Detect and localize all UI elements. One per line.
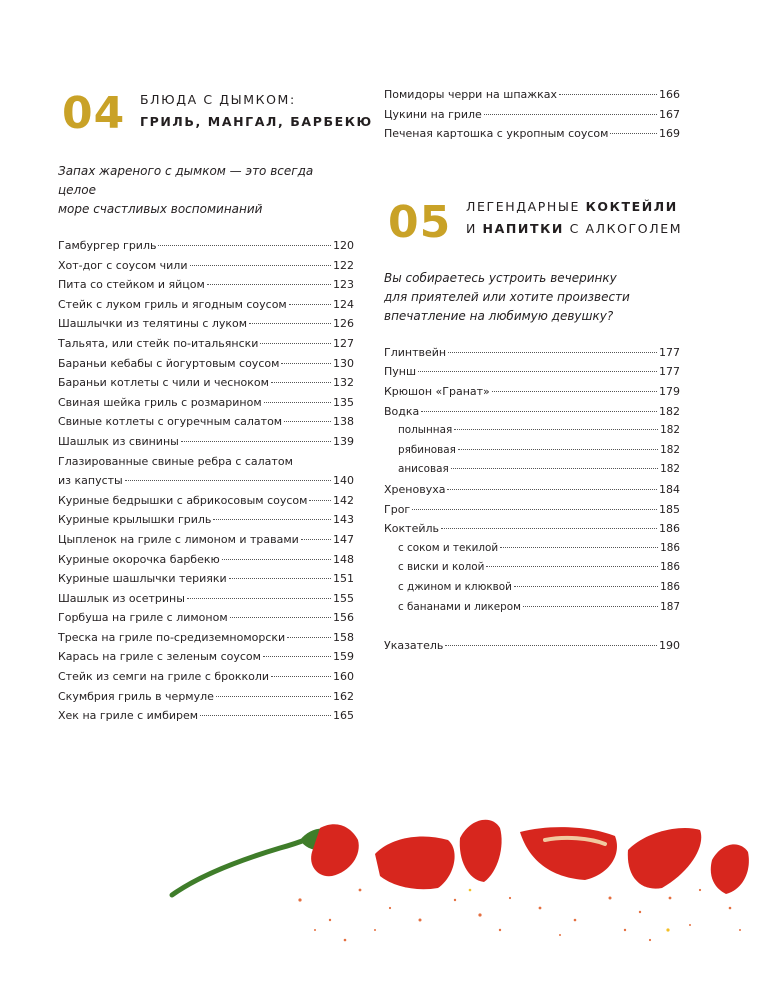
section-05-header [384, 193, 683, 248]
toc-entry-page: 132 [333, 376, 354, 390]
toc-entry-page: 159 [333, 650, 354, 664]
section-04-intro-line: море счастливых воспоминаний [58, 202, 263, 216]
toc-entry[interactable] [384, 346, 680, 366]
toc-leader-dots [222, 559, 331, 560]
toc-entry-page: 186 [660, 561, 680, 574]
toc-entry-title: Глазированные свиные ребра с салатом [58, 454, 293, 468]
toc-entry[interactable] [58, 709, 354, 729]
toc-leader-dots [610, 133, 657, 134]
toc-entry-page: 186 [660, 580, 680, 593]
toc-entry[interactable] [58, 259, 354, 279]
index-toc [384, 639, 680, 659]
toc-leader-dots [207, 284, 331, 285]
toc-leader-dots [486, 566, 658, 567]
toc-entry[interactable] [384, 483, 680, 503]
toc-entry-title: Скумбрия гриль в чермуле [58, 689, 214, 703]
toc-entry-page: 184 [659, 482, 680, 496]
toc-entry-title: анисовая [398, 463, 449, 476]
spice-flakes [298, 889, 741, 942]
toc-entry-page: 155 [333, 591, 354, 605]
toc-entry[interactable] [58, 278, 354, 298]
toc-entry-title: Пита со стейком и яйцом [58, 278, 205, 292]
toc-entry[interactable] [58, 513, 354, 533]
toc-entry[interactable] [58, 553, 354, 573]
toc-entry-title: Бараньи кебабы с йогуртовым соусом [58, 356, 280, 370]
toc-entry-page: 120 [333, 239, 354, 252]
toc-entry[interactable] [58, 631, 354, 651]
toc-entry-title: Куриные шашлычки терияки [58, 572, 227, 586]
toc-entry-page: 139 [333, 434, 354, 448]
toc-leader-dots [454, 429, 658, 430]
toc-entry-title: с виски и колой [398, 561, 485, 574]
toc-leader-dots [263, 656, 331, 657]
toc-entry-page: 148 [333, 552, 354, 566]
toc-leader-dots [216, 696, 331, 697]
toc-entry[interactable] [58, 592, 354, 612]
toc-entry-title: Хреновуха [384, 482, 446, 496]
toc-leader-dots [190, 265, 332, 266]
section-04-header [58, 88, 373, 139]
toc-leader-dots [559, 94, 657, 95]
toc-entry-title: Коктейль [384, 522, 440, 536]
section-05-title-line1 [466, 199, 678, 214]
section-04-intro-line: Запах жареного с дымком — это всегда целое [58, 164, 314, 197]
toc-entry-page: 167 [659, 107, 680, 121]
toc-leader-dots [158, 245, 331, 246]
toc-entry[interactable] [58, 396, 354, 416]
toc-entry-page: 162 [333, 689, 354, 703]
section-04-toc-continued [384, 88, 680, 147]
toc-entry-title: Карась на гриле с зеленым соусом [58, 650, 261, 664]
toc-entry-page: 177 [659, 365, 680, 379]
toc-entry-title: Горбуша на гриле с лимоном [58, 611, 228, 625]
toc-entry[interactable] [58, 611, 354, 631]
toc-entry-title: Грог [384, 502, 411, 516]
toc-leader-dots [213, 519, 331, 520]
toc-entry-page: 138 [333, 415, 354, 429]
toc-entry[interactable] [58, 670, 354, 690]
toc-entry[interactable] [58, 690, 354, 710]
toc-leader-dots [287, 637, 331, 638]
toc-entry-page: 166 [659, 88, 680, 101]
toc-entry-title: Водка [384, 404, 420, 418]
toc-entry[interactable] [384, 405, 680, 425]
section-05-title-line2 [466, 221, 682, 236]
toc-entry-title: Печеная картошка с укропным соусом [384, 127, 609, 141]
toc-entry-page: 126 [333, 317, 354, 331]
toc-entry[interactable] [58, 435, 354, 455]
toc-entry-title: Куриные бедрышки с абрикосовым соусом [58, 493, 308, 507]
toc-entry[interactable] [384, 108, 680, 128]
toc-entry[interactable] [384, 424, 680, 444]
pepper-piece-2 [375, 836, 455, 889]
toc-leader-dots [230, 617, 331, 618]
toc-entry-page: 135 [333, 395, 354, 409]
toc-leader-dots [271, 382, 331, 383]
toc-entry-title: с джином и клюквой [398, 580, 512, 593]
toc-leader-dots [418, 371, 657, 372]
toc-entry[interactable] [384, 463, 680, 483]
toc-entry-title: Стейк из семги на гриле с брокколи [58, 670, 270, 684]
toc-leader-dots [445, 645, 657, 646]
toc-leader-dots [181, 441, 331, 442]
toc-entry-title: Хот-дог с соусом чили [58, 258, 188, 272]
section-04-title-line1: БЛЮДА С ДЫМКОМ: [140, 92, 296, 107]
toc-entry[interactable] [384, 542, 680, 562]
section-05-intro-line: впечатление на любимую девушку? [384, 308, 614, 323]
toc-entry-page: 123 [333, 278, 354, 292]
toc-entry-title: Пунш [384, 365, 417, 379]
toc-entry-title: Помидоры черри на шпажках [384, 88, 558, 101]
section-04-number: 04 [62, 88, 126, 139]
toc-entry[interactable] [384, 444, 680, 464]
toc-entry-page: 187 [660, 600, 680, 613]
toc-entry[interactable] [58, 650, 354, 670]
toc-leader-dots [200, 715, 331, 716]
section-05-number: 05 [388, 196, 452, 248]
left-column [58, 88, 373, 729]
section-05-intro-line: Вы собираетесь устроить вечеринку [384, 270, 617, 285]
toc-leader-dots [484, 114, 657, 115]
toc-entry[interactable] [58, 494, 354, 514]
toc-entry-title: Цукини на гриле [384, 107, 482, 121]
section-05-toc [384, 346, 680, 620]
toc-entry-title: Шашлычки из телятины с луком [58, 317, 248, 331]
section-05-intro-line: для приятелей или хотите произвести [384, 289, 630, 304]
toc-leader-dots [500, 547, 658, 548]
toc-entry-title: Бараньи котлеты с чили и чесноком [58, 376, 269, 390]
toc-entry-title: Указатель [384, 639, 444, 653]
toc-entry[interactable] [58, 533, 354, 553]
toc-leader-dots [260, 343, 331, 344]
toc-entry-page: 151 [333, 572, 354, 586]
toc-entry-page: 185 [659, 502, 680, 516]
toc-entry-page: 130 [333, 356, 354, 370]
toc-entry[interactable] [384, 522, 680, 542]
section-05-title-part: С АЛКОГОЛЕМ [564, 220, 683, 236]
pepper-piece-6 [711, 844, 749, 894]
toc-entry-title: Треска на гриле по-средиземноморски [58, 630, 286, 644]
toc-entry-page: 182 [660, 463, 680, 476]
toc-entry[interactable] [384, 601, 680, 621]
toc-entry-page: 182 [660, 443, 680, 456]
section-05-title-part: НАПИТКИ [482, 220, 564, 236]
toc-entry[interactable] [384, 561, 680, 581]
toc-entry[interactable] [58, 317, 354, 337]
toc-entry-page: 156 [333, 611, 354, 625]
pepper-stem [172, 838, 310, 895]
toc-leader-dots [451, 468, 658, 469]
toc-entry[interactable] [384, 385, 680, 405]
toc-entry-title: Глинтвейн [384, 345, 447, 359]
toc-entry-title: Куриные крылышки гриль [58, 513, 212, 527]
toc-entry-title: Цыпленок на гриле с лимоном и травами [58, 532, 299, 546]
section-05-title-part: ЛЕГЕНДАРНЫЕ [466, 198, 586, 214]
toc-entry-page: 122 [333, 258, 354, 272]
toc-entry-title: Свиная шейка гриль с розмарином [58, 395, 262, 409]
toc-entry-title: с бананами и ликером [398, 600, 521, 613]
toc-entry[interactable] [58, 474, 354, 494]
toc-entry-page: 169 [659, 127, 680, 141]
toc-entry-title: Свиные котлеты с огуречным салатом [58, 415, 283, 429]
toc-entry[interactable] [58, 572, 354, 592]
toc-entry[interactable] [58, 337, 354, 357]
toc-leader-dots [125, 480, 331, 481]
toc-entry[interactable] [58, 298, 354, 318]
toc-entry-title: рябиновая [398, 443, 456, 456]
toc-entry-title: Шашлык из свинины [58, 434, 179, 448]
toc-entry[interactable] [384, 503, 680, 523]
toc-entry-page: 140 [333, 474, 354, 488]
toc-entry-title: Стейк с луком гриль и ягодным соусом [58, 297, 287, 311]
toc-leader-dots [281, 363, 331, 364]
toc-entry[interactable] [58, 455, 354, 475]
toc-leader-dots [441, 528, 657, 529]
toc-leader-dots [229, 578, 331, 579]
toc-entry-page: 160 [333, 670, 354, 684]
toc-entry-title: из капусты [58, 474, 123, 488]
toc-entry-page: 186 [660, 541, 680, 554]
toc-entry[interactable] [384, 88, 680, 108]
toc-leader-dots [271, 676, 331, 677]
section-04-intro [58, 162, 354, 219]
toc-entry-page: 142 [333, 493, 354, 507]
section-04-toc [58, 239, 354, 729]
toc-leader-dots [187, 598, 331, 599]
toc-entry-page: 182 [660, 424, 680, 437]
toc-entry[interactable] [384, 365, 680, 385]
toc-leader-dots [523, 606, 658, 607]
toc-entry-page: 124 [333, 297, 354, 311]
toc-entry-page: 158 [333, 630, 354, 644]
toc-entry[interactable] [58, 376, 354, 396]
toc-entry[interactable] [58, 415, 354, 435]
section-05-intro [384, 269, 680, 326]
toc-entry[interactable] [58, 357, 354, 377]
toc-leader-dots [284, 421, 331, 422]
toc-entry-title: Гамбургер гриль [58, 239, 157, 252]
toc-entry-title: полынная [398, 424, 453, 437]
chili-peppers-image [0, 780, 761, 1001]
toc-leader-dots [458, 449, 658, 450]
toc-entry-page: 165 [333, 709, 354, 723]
toc-leader-dots [249, 323, 331, 324]
section-05-title-part: И [466, 220, 483, 236]
toc-entry[interactable] [384, 581, 680, 601]
toc-leader-dots [421, 411, 657, 412]
toc-entry-title: Крюшон «Гранат» [384, 384, 490, 398]
toc-entry-title: Куриные окорочка барбекю [58, 552, 220, 566]
toc-entry-page: 190 [659, 639, 680, 653]
right-column [384, 88, 683, 659]
toc-leader-dots [514, 586, 658, 587]
pepper-piece-5 [628, 828, 701, 889]
toc-leader-dots [492, 391, 657, 392]
toc-entry-title: Шашлык из осетрины [58, 591, 185, 605]
toc-entry-page: 186 [659, 522, 680, 536]
toc-entry-title: Тальята, или стейк по-итальянски [58, 336, 259, 350]
toc-entry-index[interactable] [384, 639, 680, 659]
toc-entry-page: 127 [333, 336, 354, 350]
toc-entry-page: 177 [659, 345, 680, 359]
toc-leader-dots [412, 509, 657, 510]
toc-entry[interactable] [384, 127, 680, 147]
toc-entry-page: 143 [333, 513, 354, 527]
toc-leader-dots [309, 500, 331, 501]
pepper-piece-4 [520, 827, 617, 880]
toc-entry-page: 147 [333, 532, 354, 546]
toc-entry-page: 182 [659, 404, 680, 418]
section-04-title-line2: ГРИЛЬ, МАНГАЛ, БАРБЕКЮ [140, 114, 373, 129]
toc-leader-dots [289, 304, 331, 305]
pepper-piece-3 [460, 820, 502, 882]
toc-entry-page: 179 [659, 384, 680, 398]
toc-leader-dots [301, 539, 331, 540]
toc-leader-dots [448, 352, 657, 353]
toc-leader-dots [447, 489, 657, 490]
section-05-title-part: КОКТЕЙЛИ [585, 198, 678, 214]
toc-entry[interactable] [58, 239, 354, 259]
toc-entry-title: Хек на гриле с имбирем [58, 709, 199, 723]
toc-entry-title: с соком и текилой [398, 541, 499, 554]
toc-leader-dots [264, 402, 331, 403]
